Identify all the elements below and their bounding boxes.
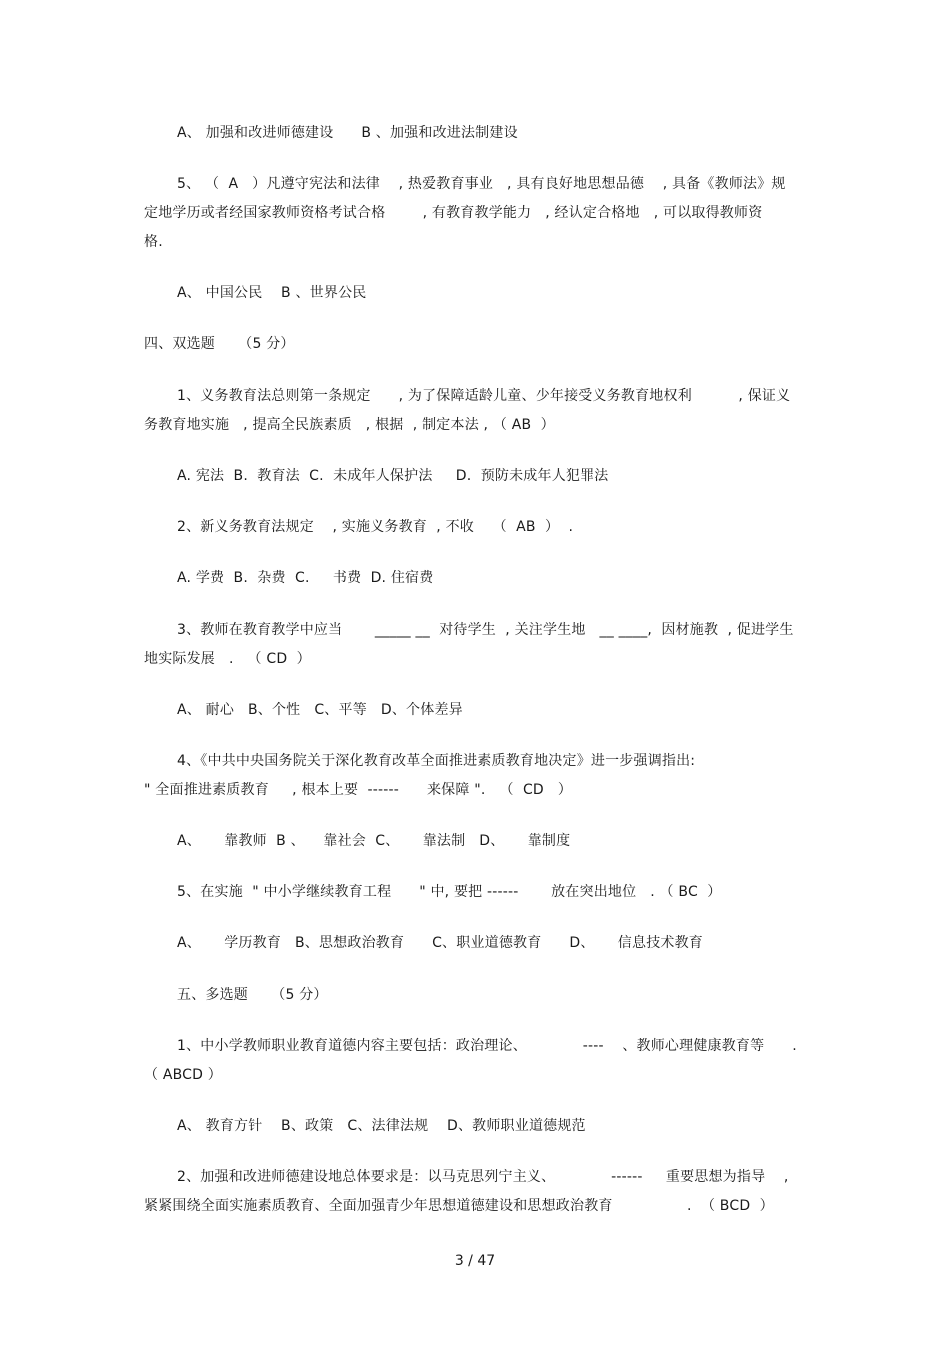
double-q2-options: A. 学费 B. 杂费 C. 书费 D. 住宿费 [177,570,434,586]
multi-q2-line-2: 紧紧围绕全面实施素质教育、全面加强青少年思想道德建设和思想政治教育 . （ BCD ） [144,1198,774,1214]
double-q5-line: 5、在实施 " 中小学继续教育工程 " 中, 要把 ------ 放在突出地位 . （ BC ） [177,884,722,900]
double-q4-line-1: 4、《中共中央国务院关于深化教育改革全面推进素质教育地决定》进一步强调指出: [177,753,696,769]
section-heading-multiple-choice: 五、多选题 （5 分） [177,987,328,1003]
double-q1-line-1: 1、义务教育法总则第一条规定 , 为了保障适龄儿童、少年接受义务教育地权利 , 保证义 [177,388,791,404]
question-5-line-3: 格. [144,234,163,250]
question-5-line-1: 5、 （ A ）凡遵守宪法和法律 , 热爱教育事业 , 具有良好地思想品德 , 具备《教师法》规 [177,176,786,192]
page-number: 3 / 47 [454,1253,496,1269]
double-q3-line-1: 3、教师在教育教学中应当 _____ __ 对待学生 , 关注学生地 __ ____, 因材施教 , 促进学生 [177,622,794,638]
option-line-q4: A、 加强和改进师德建设 B 、加强和改进法制建设 [177,125,518,141]
multi-q1-line-2: （ ABCD ） [144,1067,222,1083]
double-q3-options: A、 耐心 B、个性 C、平等 D、个体差异 [177,702,463,718]
double-q4-options: A、 靠教师 B 、 靠社会 C、 靠法制 D、 靠制度 [177,833,571,849]
double-q3-line-2: 地实际发展 . （ CD ） [144,651,311,667]
option-line-q5: A、 中国公民 B 、世界公民 [177,285,367,301]
multi-q1-line-1: 1、中小学教师职业教育道德内容主要包括：政治理论、 ---- 、教师心理健康教育等 . [177,1038,797,1054]
double-q1-options: A. 宪法 B. 教育法 C. 未成年人保护法 D. 预防未成年人犯罪法 [177,468,609,484]
multi-q2-line-1: 2、加强和改进师德建设地总体要求是：以马克思列宁主义、 ------ 重要思想为指导 , [177,1169,789,1185]
multi-q1-options: A、 教育方针 B、政策 C、法律法规 D、教师职业道德规范 [177,1118,586,1134]
question-5-line-2: 定地学历或者经国家教师资格考试合格 , 有教育教学能力 , 经认定合格地 , 可以取得教师资 [144,205,763,221]
double-q2-line: 2、新义务教育法规定 , 实施义务教育 , 不收 （ AB ） . [177,519,574,535]
double-q5-options: A、 学历教育 B、思想政治教育 C、职业道德教育 D、 信息技术教育 [177,935,703,951]
section-heading-double-choice: 四、双选题 （5 分） [144,336,295,352]
double-q4-line-2: " 全面推进素质教育 , 根本上要 ------ 来保障 ". （ CD ） [144,782,573,798]
double-q1-line-2: 务教育地实施 , 提高全民族素质 , 根据 , 制定本法 , （ AB ） [144,417,555,433]
